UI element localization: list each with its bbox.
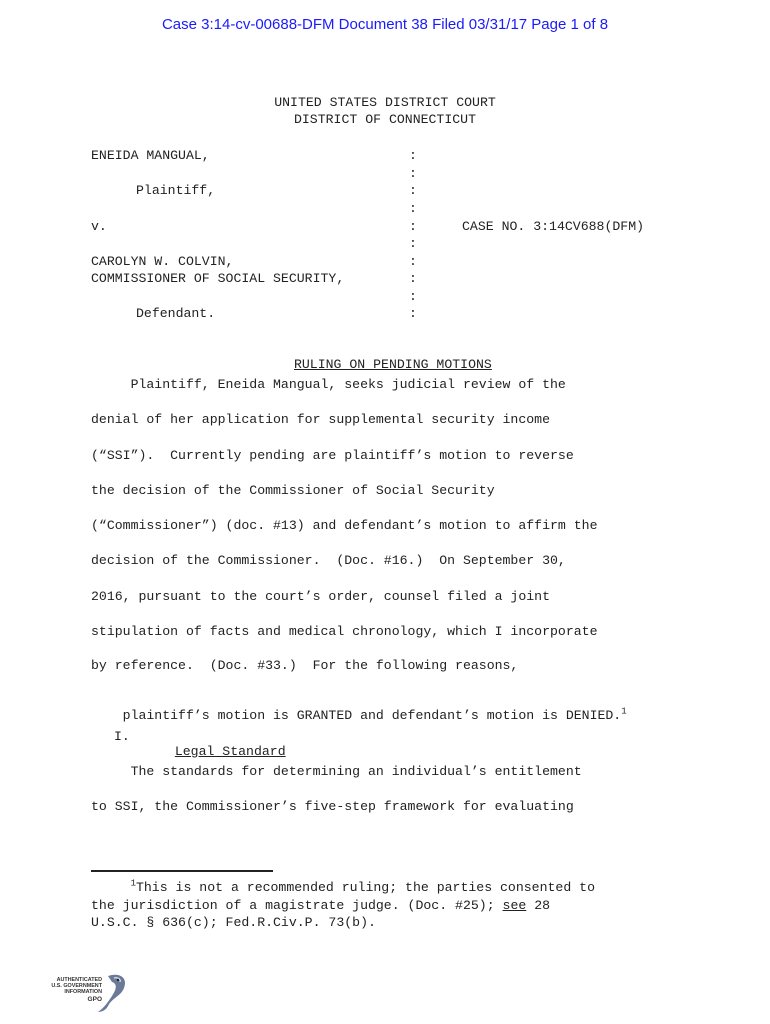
body-line: (“SSI”). Currently pending are plaintiff’s motion to reverse [91, 448, 574, 463]
caption-separator: : [409, 254, 417, 269]
body-line: The standards for determining an individual’s entitlement [91, 764, 582, 779]
body-line: 2016, pursuant to the court’s order, counsel filed a joint [91, 589, 550, 604]
see-signal: see [502, 898, 527, 913]
caption-separator: : [409, 183, 417, 198]
body-line: (“Commissioner”) (doc. #13) and defendant’s motion to affirm the [91, 518, 598, 533]
body-line: denial of her application for supplemental security income [91, 412, 550, 427]
caption-separator: : [409, 219, 417, 234]
seal-mark: GPO [87, 996, 102, 1003]
gpo-authentication-seal [42, 968, 132, 1014]
court-name: UNITED STATES DISTRICT COURT [274, 95, 496, 110]
seal-text: AUTHENTICATED [56, 977, 102, 983]
plaintiff-role: Plaintiff, [136, 183, 216, 198]
defendant-title: COMMISSIONER OF SOCIAL SECURITY, [91, 271, 345, 286]
caption-separator: : [409, 201, 417, 216]
case-header: Case 3:14-cv-00688-DFM Document 38 Filed 03/31/17 Page 1 of 8 [161, 16, 609, 33]
footnote-text: U.S.C. § 636(c); Fed.R.Civ.P. 73(b). [91, 915, 376, 930]
defendant-name: CAROLYN W. COLVIN, [91, 254, 234, 269]
seal-text: U.S. GOVERNMENT [51, 983, 102, 989]
caption-separator: : [409, 306, 417, 321]
body-line: to SSI, the Commissioner’s five-step framework for evaluating [91, 799, 574, 814]
ruling-title: RULING ON PENDING MOTIONS [293, 357, 492, 372]
body-line: the decision of the Commissioner of Social Security [91, 483, 495, 498]
section-number: I. [114, 729, 130, 744]
caption-separator: : [409, 236, 417, 251]
section-title: Legal Standard [174, 744, 286, 759]
footnote-text: the jurisdiction of a magistrate judge. (Doc. #25); [91, 898, 503, 913]
footnote-text: This is not a recommended ruling; the parties consented to [135, 880, 595, 895]
caption-separator: : [409, 166, 417, 181]
seal-text: INFORMATION [64, 989, 102, 995]
body-line: plaintiff’s motion is GRANTED and defendant’s motion is DENIED. [122, 708, 622, 723]
caption-separator: : [409, 271, 417, 286]
caption-separator: : [409, 148, 417, 163]
body-line: by reference. (Doc. #33.) For the following reasons, [91, 658, 519, 673]
versus: v. [91, 219, 107, 234]
defendant-role: Defendant. [136, 306, 216, 321]
caption-separator: : [409, 289, 417, 304]
court-district: DISTRICT OF CONNECTICUT [293, 112, 477, 127]
body-line: decision of the Commissioner. (Doc. #16.) On September 30, [91, 553, 566, 568]
footnote-text: 28 [526, 898, 551, 913]
case-number: CASE NO. 3:14CV688(DFM) [462, 219, 645, 234]
body-line: Plaintiff, Eneida Mangual, seeks judicial review of the [91, 377, 566, 392]
body-line: stipulation of facts and medical chronology, which I incorporate [91, 624, 598, 639]
footnote-divider [91, 870, 273, 872]
plaintiff-name: ENEIDA MANGUAL, [91, 148, 210, 163]
footnote-reference[interactable]: 1 [621, 706, 627, 717]
footnote-mark: 1 [130, 878, 136, 889]
